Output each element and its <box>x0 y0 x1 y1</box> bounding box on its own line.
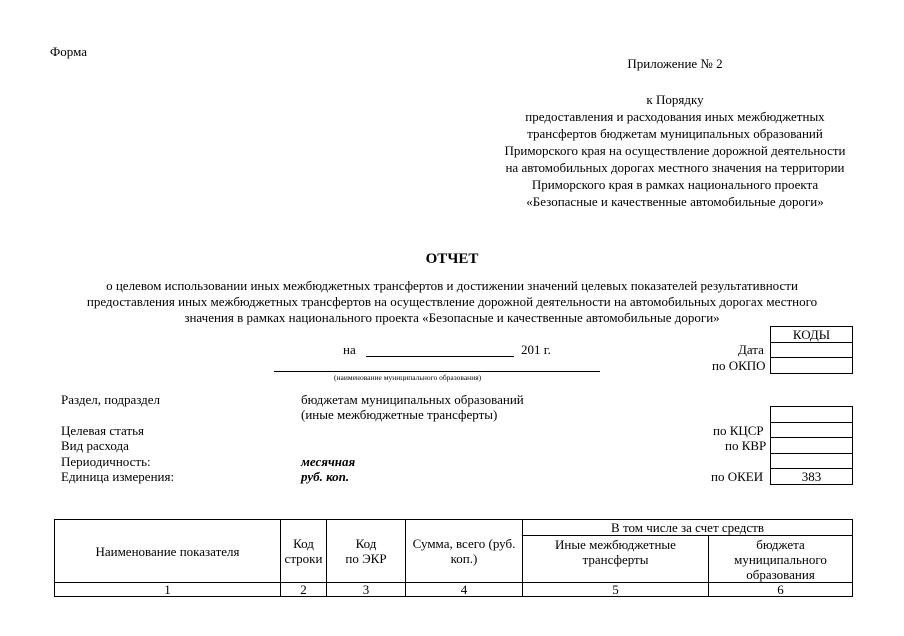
col-header-name: Наименование показателя <box>55 520 281 583</box>
okei-code-label: по ОКЕИ <box>711 469 764 484</box>
section-value-2: (иные межбюджетные трансферты) <box>301 407 498 422</box>
appendix-line: «Безопасные и качественные автомобильные дороги» <box>526 194 824 209</box>
okpo-code-cell[interactable] <box>770 357 853 374</box>
report-subtitle-line: значения в рамках национального проекта «Безопасные и качественные автомобильные дороги» <box>184 310 720 325</box>
column-number: 1 <box>55 583 281 597</box>
col-header-text: по ЭКР <box>345 551 387 566</box>
col-header-text: муниципального <box>734 552 827 567</box>
kcsr-code-cell[interactable] <box>770 422 853 438</box>
okpo-code-label: по ОКПО <box>712 358 766 373</box>
date-code-cell[interactable] <box>770 342 853 358</box>
report-title: ОТЧЕТ <box>425 251 479 267</box>
col-header-text: трансферты <box>582 552 649 567</box>
periodicity-value: месячная <box>301 454 356 469</box>
municipality-caption: (наименование муниципального образования) <box>334 373 482 382</box>
col-header-transfers <box>523 536 709 583</box>
appendix-line: Приморского края в рамках национального проекта <box>531 177 819 192</box>
appendix-line: Приморского края на осуществление дорожной деятельности <box>504 143 846 158</box>
col-header-text: Код <box>355 536 377 551</box>
date-suffix: 201 г. <box>521 342 551 357</box>
periodicity-label: Периодичность: <box>61 454 151 469</box>
date-code-label: Дата <box>738 342 764 357</box>
appendix-number: Приложение № 2 <box>627 56 723 71</box>
col-header-text: образования <box>746 567 815 582</box>
col-header-text: коп.) <box>450 551 478 566</box>
section-code-cell[interactable] <box>770 406 853 423</box>
col-header-text: строки <box>284 551 323 566</box>
report-subtitle-line: о целевом использовании иных межбюджетных трансфертов и достижении значений целевых показателей результативности <box>106 278 798 293</box>
indicators-table <box>54 519 853 597</box>
appendix-text <box>440 91 904 210</box>
table-header-row <box>55 520 853 536</box>
col-header-text: бюджета <box>756 537 805 552</box>
column-number: 4 <box>406 583 523 597</box>
form-label: Форма <box>50 44 87 59</box>
table-row <box>55 583 853 597</box>
section-value-1: бюджетам муниципальных образований <box>301 392 524 407</box>
col-header-sum <box>406 520 523 583</box>
col-header-text: Иные межбюджетные <box>555 537 676 552</box>
appendix-line: предоставления и расходования иных межбюджетных <box>525 109 825 124</box>
column-number: 3 <box>327 583 406 597</box>
kcsr-code-label: по КЦСР <box>713 423 764 438</box>
okei-code-cell[interactable]: 383 <box>770 468 853 485</box>
col-header-line-code <box>281 520 327 583</box>
col-header-budget <box>709 536 853 583</box>
date-prefix: на <box>343 342 356 357</box>
appendix-line: на автомобильных дорогах местного значения на территории <box>505 160 845 175</box>
appendix-line: к Порядку <box>646 92 704 107</box>
report-subtitle-line: предоставления иных межбюджетных трансфертов на осуществление дорожной деятельности на автомобильных дорогах местного <box>86 294 818 309</box>
kvr-code-cell[interactable] <box>770 437 853 454</box>
unit-value: руб. коп. <box>301 469 350 484</box>
kvr-code-label: по КВР <box>725 438 767 453</box>
report-subtitle <box>0 278 904 326</box>
column-number: 2 <box>281 583 327 597</box>
date-blank-field[interactable] <box>366 356 514 357</box>
col-header-text: Сумма, всего (руб. <box>412 536 516 551</box>
col-header-ekr-code <box>327 520 406 583</box>
unit-label: Единица измерения: <box>61 469 175 484</box>
column-number: 5 <box>523 583 709 597</box>
target-item-label: Целевая статья <box>61 423 145 438</box>
column-number: 6 <box>709 583 853 597</box>
col-header-text: Код <box>293 536 314 551</box>
periodicity-code-cell[interactable] <box>770 453 853 469</box>
expense-type-label: Вид расхода <box>61 438 129 453</box>
section-label: Раздел, подраздел <box>61 392 161 407</box>
appendix-line: трансфертов бюджетам муниципальных образований <box>527 126 823 141</box>
codes-header: КОДЫ <box>770 326 853 343</box>
col-header-group: В том числе за счет средств <box>523 520 853 536</box>
